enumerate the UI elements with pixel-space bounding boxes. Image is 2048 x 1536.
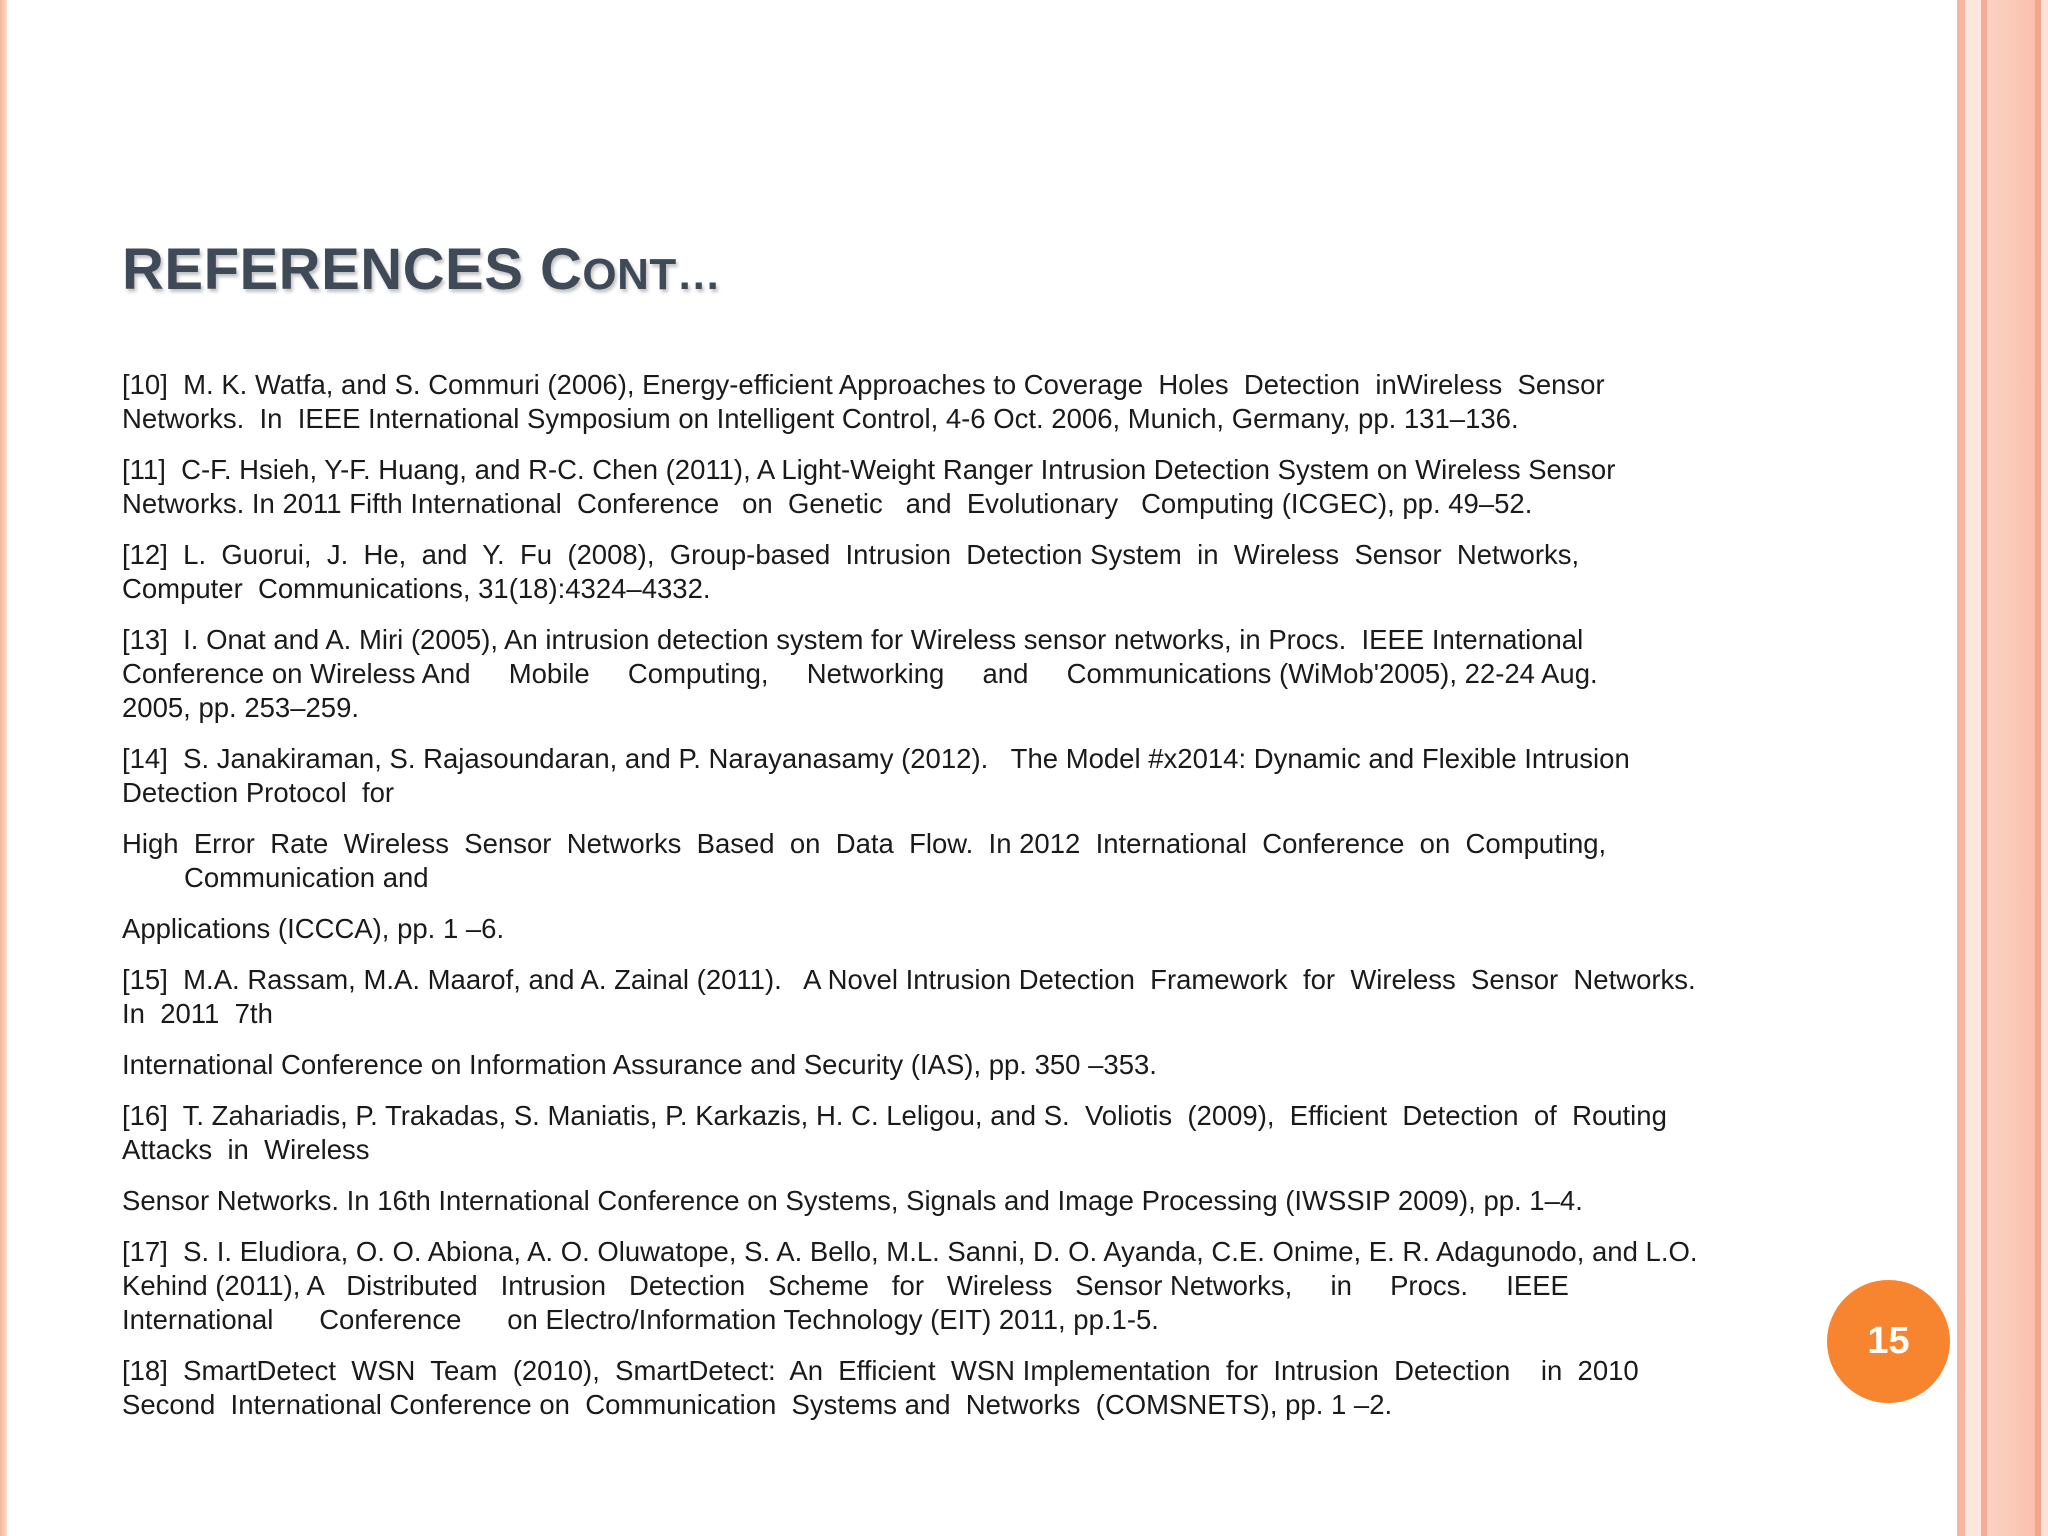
reference-line: International Conference on Electro/Information Technology (EIT) 2011, pp.1-5. [122, 1304, 1159, 1335]
page-number-badge [1827, 1280, 1950, 1403]
reference-item [122, 368, 1762, 436]
reference-line: Networks. In IEEE International Symposium on Intelligent Control, 4-6 Oct. 2006, Munich, Germany, pp. 131–136. [122, 403, 1519, 434]
slide-title-main: REFERENCES C [122, 237, 583, 302]
reference-line: International Conference on Information Assurance and Security (IAS), pp. 350 –353. [122, 1049, 1157, 1080]
reference-line: [17] S. I. Eludiora, O. O. Abiona, A. O. Oluwatope, S. A. Bello, M.L. Sanni, D. O. Ayanda, C.E. Onime, E. R. Adagunodo, and L.O. [122, 1236, 1698, 1267]
reference-item [122, 453, 1762, 521]
reference-line: Networks. In 2011 Fifth International Conference on Genetic and Evolutionary Computing (ICGEC), pp. 49–52. [122, 488, 1533, 519]
reference-line: [18] SmartDetect WSN Team (2010), SmartDetect: An Efficient WSN Implementation for Intrusion Detection in 2010 [122, 1355, 1639, 1386]
reference-item [122, 742, 1762, 810]
reference-line: Detection Protocol for [122, 777, 395, 808]
right-border-decoration [1957, 0, 2048, 1536]
reference-item [122, 1235, 1762, 1337]
slide-title-smallcaps: ONT… [582, 250, 722, 299]
reference-item [122, 623, 1762, 725]
reference-line: [10] M. K. Watfa, and S. Commuri (2006), Energy-efficient Approaches to Coverage Holes Detection inWireless Sensor [122, 369, 1605, 400]
reference-item [122, 1354, 1762, 1422]
reference-item [122, 1099, 1762, 1167]
slide-title [122, 236, 721, 303]
reference-continuation [122, 912, 1762, 946]
reference-line: Computer Communications, 31(18):4324–4332. [122, 573, 711, 604]
reference-continuation [122, 1184, 1762, 1218]
reference-line: [14] S. Janakiraman, S. Rajasoundaran, and P. Narayanasamy (2012). The Model #x2014: Dynamic and Flexible Intrusion [122, 743, 1630, 774]
references-list [122, 368, 1762, 1439]
reference-line: [13] I. Onat and A. Miri (2005), An intrusion detection system for Wireless sensor networks, in Procs. IEEE International [122, 624, 1584, 655]
reference-line: Second International Conference on Communication Systems and Networks (COMSNETS), pp. 1 –2. [122, 1389, 1393, 1420]
reference-item [122, 963, 1762, 1031]
reference-line: Sensor Networks. In 16th International Conference on Systems, Signals and Image Processing (IWSSIP 2009), pp. 1–4. [122, 1185, 1583, 1216]
reference-continuation [122, 1048, 1762, 1082]
page-number: 15 [1867, 1320, 1910, 1362]
reference-item [122, 538, 1762, 606]
reference-line: Kehind (2011), A Distributed Intrusion Detection Scheme for Wireless Sensor Networks, in Procs. IEEE [122, 1270, 1569, 1301]
reference-continuation [122, 827, 1762, 895]
reference-line: Attacks in Wireless [122, 1134, 370, 1165]
reference-line: [16] T. Zahariadis, P. Trakadas, S. Maniatis, P. Karkazis, H. C. Leligou, and S. Voliotis (2009), Efficient Detection of Routing [122, 1100, 1667, 1131]
reference-line: Conference on Wireless And Mobile Computing, Networking and Communications (WiMob'2005), 22-24 Aug. [122, 658, 1598, 689]
reference-line: In 2011 7th [122, 998, 273, 1029]
reference-line: [11] C-F. Hsieh, Y-F. Huang, and R-C. Chen (2011), A Light-Weight Ranger Intrusion Detection System on Wireless Sensor [122, 454, 1616, 485]
reference-line: Communication and [184, 862, 429, 893]
reference-line: [15] M.A. Rassam, M.A. Maarof, and A. Zainal (2011). A Novel Intrusion Detection Framework for Wireless Sensor Networks. [122, 964, 1696, 995]
reference-line: High Error Rate Wireless Sensor Networks Based on Data Flow. In 2012 International Conference on Computing, [122, 828, 1607, 859]
reference-line: Applications (ICCCA), pp. 1 –6. [122, 913, 505, 944]
reference-line: 2005, pp. 253–259. [122, 692, 360, 723]
reference-line: [12] L. Guorui, J. He, and Y. Fu (2008), Group-based Intrusion Detection System in Wireless Sensor Networks, [122, 539, 1580, 570]
left-border-decoration [0, 0, 7, 1536]
